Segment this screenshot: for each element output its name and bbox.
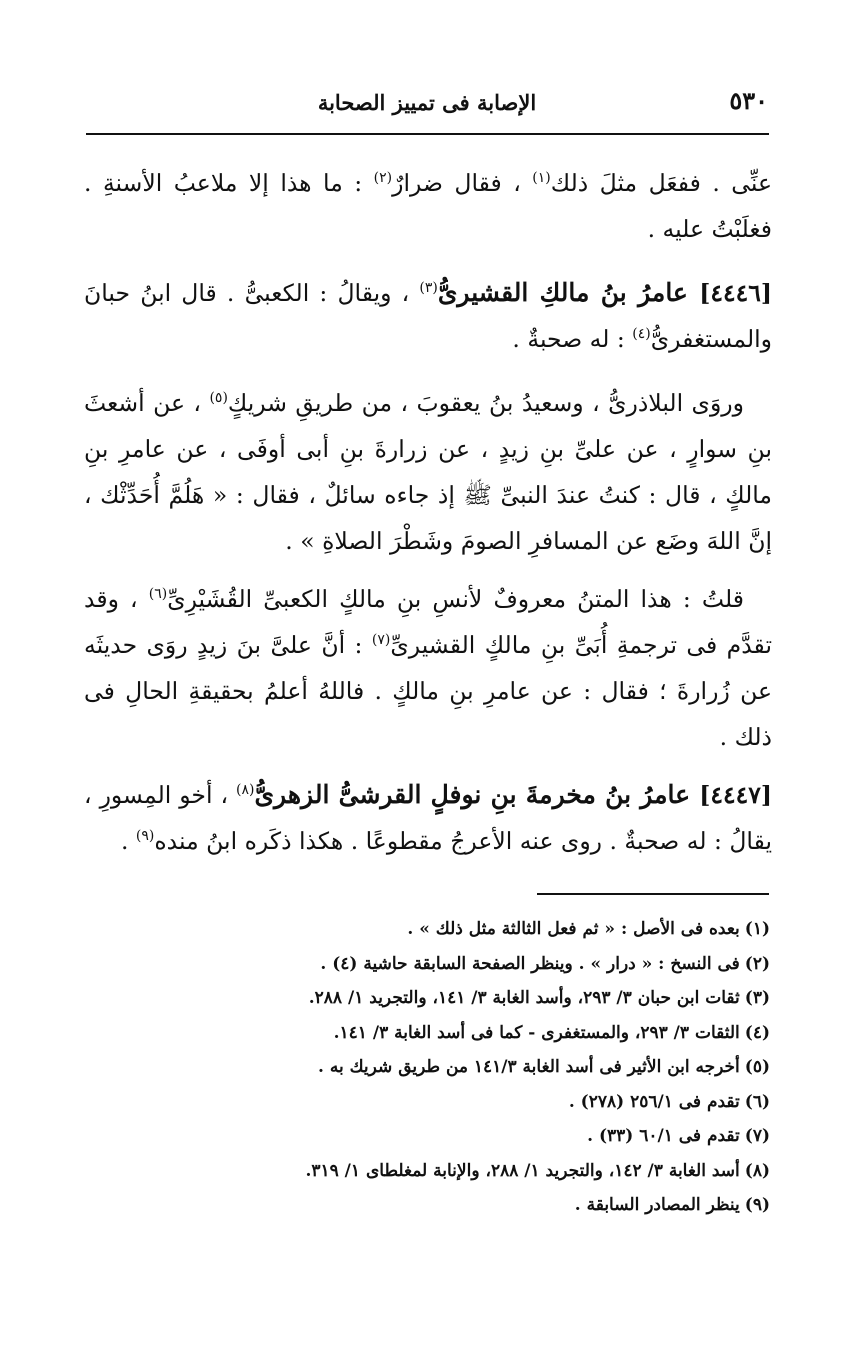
- footnote-ref: (٥): [209, 390, 228, 407]
- entry-number: [٤٤٤٧]: [699, 781, 772, 809]
- footnote-text: ثقات ابن حبان ٣/ ٢٩٣، وأسد الغابة ٣/ ١٤١، والتجريد ١/ ٢٨٨.: [308, 988, 740, 1008]
- text-run: ، عن أشعثَ بنِ سوارٍ ، عن علىِّ بنِ زيدٍ ، عن زرارةَ بنِ أبى أوفَى ، عن عامرِ بنِ مالكٍ ، قال : كنتُ عندَ النبىِّ ﷺ إذ جاءه سائلٌ ، فقال : « هَلُمَّ أُحَدِّثْك ، إنَّ اللهَ وضَع عن المسافرِ الصومَ وشَطْرَ الصلاةِ » .: [84, 389, 772, 555]
- footnote-number: (٩): [744, 1195, 770, 1215]
- footnote-ref: (٨): [236, 782, 255, 799]
- entry-4446: [84, 270, 772, 362]
- footnote-number: (٦): [744, 1091, 770, 1112]
- footnote-number: (٤): [744, 1022, 770, 1043]
- entry-name: عامرُ بنُ مالكِ القشيرىُّ: [437, 278, 700, 307]
- header-rule: [86, 133, 769, 135]
- text-run: : أنَّ علىَّ بنَ زيدٍ روَى حديثَه عن زُرارةَ ؛ فقال : عن عامرِ بنِ مالكٍ . فاللهُ أعلمُ بحقيقةِ الحالِ فى ذلك .: [84, 631, 772, 751]
- footnote-number: (٧): [744, 1126, 770, 1146]
- footnote-text: تقدم فى ٢٥٦/١ (٢٧٨) .: [568, 1091, 740, 1112]
- text-run: ، فقال ضرارٌ: [392, 169, 533, 197]
- footnote: [120, 1016, 770, 1051]
- page-header: [86, 84, 768, 132]
- footnote-text: فى النسخ : « درار » . وينظر الصفحة السابقة حاشية (٤) .: [320, 953, 740, 974]
- footnote-ref: (٣): [419, 280, 438, 297]
- footnote-number: (٨): [744, 1160, 770, 1181]
- main-text: [84, 160, 772, 882]
- running-title: الإصابة فى تمييز الصحابة: [317, 90, 537, 115]
- text-run: .: [120, 827, 136, 855]
- footnote: [120, 912, 770, 947]
- footnote-text: الثقات ٣/ ٢٩٣، والمستغفرى - كما فى أسد الغابة ٣/ ١٤١.: [333, 1022, 740, 1043]
- page-number: ٥٣٠: [729, 86, 768, 115]
- footnote-number: (٢): [744, 953, 770, 974]
- footnote: [120, 1085, 770, 1120]
- text-run: ، ويقالُ : الكعبىُّ . قال ابنُ حبانَ والمستغفرىُّ: [84, 279, 772, 353]
- paragraph-3: [84, 380, 772, 564]
- footnote-ref: (٩): [135, 828, 155, 845]
- footnote: [120, 1154, 770, 1189]
- footnote-ref: (٧): [371, 632, 391, 649]
- footnote-number: (٣): [744, 988, 770, 1008]
- entry-number: [٤٤٤٦]: [699, 279, 772, 307]
- footnote-rule: [537, 893, 769, 895]
- footnote-text: أخرجه ابن الأثير فى أسد الغابة ١٤١/٣ من طريق شريك به .: [318, 1057, 740, 1077]
- footnote-ref: (١): [532, 170, 551, 187]
- footnote-number: (١): [744, 919, 770, 939]
- footnote-text: بعده فى الأصل : « ثم فعل الثالثة مثل ذلك » .: [407, 919, 740, 939]
- footnote-text: ينظر المصادر السابقة .: [574, 1195, 740, 1215]
- paragraph-4: [84, 576, 772, 760]
- text-run: : له صحبةٌ .: [512, 325, 633, 353]
- text-run: ، وقد تقدَّم فى ترجمةِ أُبَىِّ بنِ مالكٍ القشيرىِّ: [84, 585, 772, 659]
- footnotes: [120, 912, 770, 1223]
- footnote: [120, 1050, 770, 1085]
- footnote: [120, 947, 770, 982]
- text-run: ، أخو المِسورِ ، يقالُ : له صحبةٌ . روى عنه الأعرجُ مقطوعًا . هكذا ذكَره ابنُ منده: [84, 781, 772, 855]
- text-run: عنِّى . ففعَل مثلَ ذلك: [550, 169, 772, 197]
- text-run: : ما هذا إلا ملاعبُ الأسنةِ . فغلَبْتُ عليه .: [84, 169, 772, 243]
- text-run: قلتُ : هذا المتنُ معروفٌ لأنسِ بنِ مالكٍ الكعبىِّ القُشَيْرِىِّ: [167, 585, 744, 613]
- entry-4447: [84, 772, 772, 864]
- footnote: [120, 1119, 770, 1154]
- paragraph-1: [84, 160, 772, 252]
- footnote-text: أسد الغابة ٣/ ١٤٢، والتجريد ١/ ٢٨٨، والإنابة لمغلطاى ١/ ٣١٩.: [305, 1160, 740, 1181]
- entry-name: عامرُ بنُ مخرمةَ بنِ نوفلٍ القرشىُّ الزهرىُّ: [254, 780, 700, 809]
- footnote-ref: (٦): [148, 586, 168, 603]
- footnote-text: تقدم فى ٦٠/١ (٣٣) .: [587, 1126, 740, 1146]
- footnote-ref: (٢): [373, 170, 393, 187]
- footnote-number: (٥): [744, 1057, 770, 1077]
- footnote-ref: (٤): [632, 326, 651, 343]
- text-run: وروَى البلاذرىُّ ، وسعيدُ بنُ يعقوبَ ، من طريقِ شريكٍ: [227, 389, 744, 417]
- footnote: [120, 981, 770, 1016]
- footnote: [120, 1188, 770, 1223]
